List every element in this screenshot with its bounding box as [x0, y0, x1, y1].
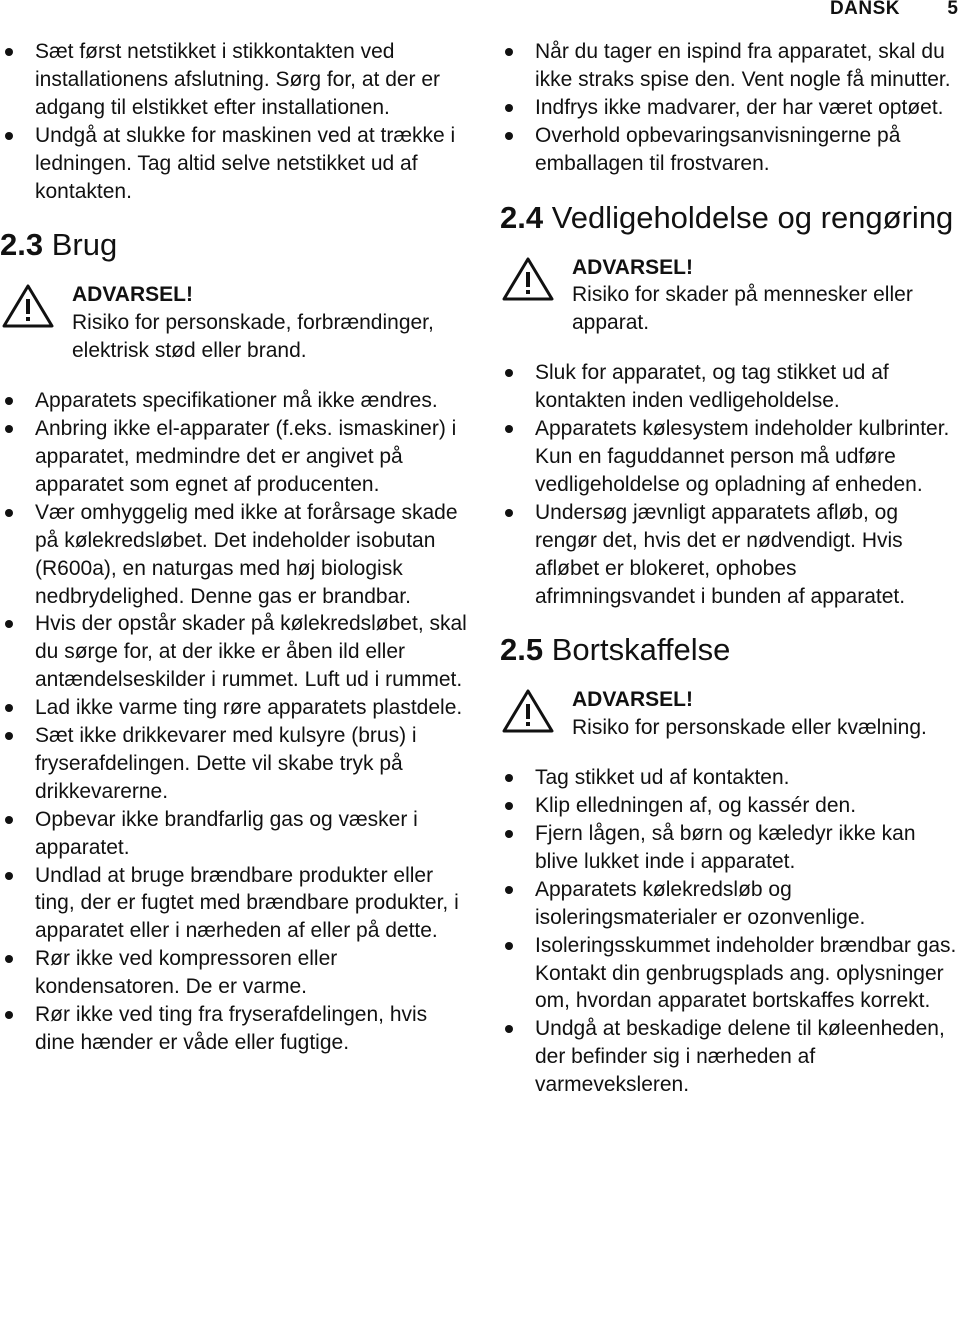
list-item: Undgå at beskadige delene til køleenheden, der befinder sig i nærheden af varmeveksleren. [500, 1015, 960, 1099]
section-number: 2.3 [0, 227, 44, 263]
section-heading-brug [0, 227, 470, 263]
list-item: Sæt ikke drikkevarer med kulsyre (brus) i fryserafdelingen. Dette vil skabe tryk på drikkevarerne. [0, 722, 470, 806]
list-item: Undlad at bruge brændbare produkter eller ting, der er fugtet med brændbare produkter, i apparatet eller i nærheden af eller på dette. [0, 862, 470, 946]
list-item: Sæt først netstikket i stikkontakten ved installationens afslutning. Sørg for, at der er adgang til elstikket efter installationen. [0, 38, 470, 122]
warning-title: ADVARSEL! [572, 688, 693, 712]
warning-text: Risiko for personskade eller kvælning. [572, 716, 927, 740]
list-item: Vær omhyggelig med ikke at forårsage skade på kølekredsløbet. Det indeholder isobutan (R600a), en naturgas med høj biologisk nedbrydelighed. Denne gas er brandbar. [0, 499, 470, 611]
list-item: Indfrys ikke madvarer, der har været optøet. [500, 94, 960, 122]
section-title: Brug [51, 227, 118, 263]
list-item: Undersøg jævnligt apparatets afløb, og rengør det, hvis det er nødvendigt. Hvis afløbet er blokeret, ophobes afrimningsvandet i bunden af apparatet. [500, 499, 960, 611]
language-label: DANSK [829, 0, 900, 19]
intro-list-left [0, 38, 470, 205]
usage-list [0, 387, 470, 1057]
intro-list-right [500, 38, 960, 178]
section-number: 2.4 [500, 199, 544, 235]
list-item: Hvis der opstår skader på kølekredsløbet, skal du sørge for, at der ikke er åben ild eller antændelseskilder i rummet. Luft ud i rummet. [0, 610, 470, 694]
list-item: Apparatets kølesystem indeholder kulbrinter. Kun en faguddannet person må udføre vedligeholdelse og opladning af enheden. [500, 415, 960, 499]
list-item: Rør ikke ved kompressoren eller kondensatoren. De er varme. [0, 945, 470, 1001]
warning-triangle-icon [502, 256, 554, 302]
list-item: Lad ikke varme ting røre apparatets plastdele. [0, 694, 470, 722]
warning-box [500, 686, 960, 742]
list-item: Overhold opbevaringsanvisningerne på emballagen til frostvaren. [500, 122, 960, 178]
section-title: Vedligeholdelse og rengøring [551, 199, 954, 235]
left-column [0, 38, 470, 1057]
page-number: 5 [947, 0, 958, 19]
list-item: Isoleringsskummet indeholder brændbar gas. Kontakt din genbrugsplads ang. oplysninger om, hvordan apparatet bortskaffes korrekt. [500, 932, 960, 1016]
section-heading-vedligeholdelse [500, 200, 960, 236]
warning-title: ADVARSEL! [72, 283, 193, 307]
list-item: Undgå at slukke for maskinen ved at trække i ledningen. Tag altid selve netstikket ud af kontakten. [0, 122, 470, 206]
list-item: Apparatets specifikationer må ikke ændres. [0, 387, 470, 415]
warning-triangle-icon [502, 688, 554, 734]
right-column [500, 38, 960, 1099]
warning-box [0, 281, 470, 365]
warning-title: ADVARSEL! [572, 255, 693, 279]
list-item: Når du tager en ispind fra apparatet, skal du ikke straks spise den. Vent nogle få minutter. [500, 38, 960, 94]
list-item: Tag stikket ud af kontakten. [500, 764, 960, 792]
list-item: Sluk for apparatet, og tag stikket ud af kontakten inden vedligeholdelse. [500, 359, 960, 415]
list-item: Apparatets kølekredsløb og isoleringsmaterialer er ozonvenlige. [500, 876, 960, 932]
page-header [0, 0, 960, 22]
section-heading-bortskaffelse [500, 632, 960, 668]
warning-text: Risiko for skader på mennesker eller apparat. [572, 283, 913, 335]
section-number: 2.5 [500, 632, 544, 668]
list-item: Anbring ikke el-apparater (f.eks. ismaskiner) i apparatet, medmindre det er angivet på apparatet som egnet af producenten. [0, 415, 470, 499]
list-item: Klip elledningen af, og kassér den. [500, 792, 960, 820]
warning-triangle-icon [2, 283, 54, 329]
list-item: Fjern lågen, så børn og kæledyr ikke kan blive lukket inde i apparatet. [500, 820, 960, 876]
warning-box [500, 254, 960, 338]
maintenance-list [500, 359, 960, 610]
warning-text: Risiko for personskade, forbrændinger, elektrisk stød eller brand. [72, 311, 434, 363]
list-item: Opbevar ikke brandfarlig gas og væsker i apparatet. [0, 806, 470, 862]
list-item: Rør ikke ved ting fra fryserafdelingen, hvis dine hænder er våde eller fugtige. [0, 1001, 470, 1057]
section-title: Bortskaffelse [551, 632, 731, 668]
disposal-list [500, 764, 960, 1099]
